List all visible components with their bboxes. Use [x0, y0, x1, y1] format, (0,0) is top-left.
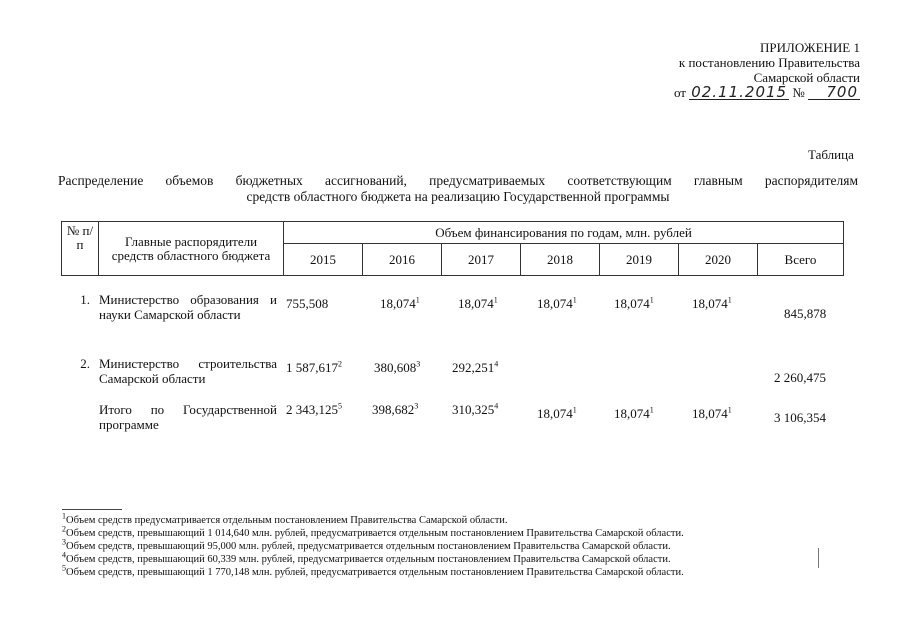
col-name-label: Главные распорядители средств областного бюджета — [111, 233, 271, 263]
appendix-line3: Самарской области — [753, 70, 860, 85]
col-year-2019: 2019 — [600, 244, 679, 276]
date-number-line — [674, 85, 860, 100]
value-2017: 310,325$^4$ — [452, 401, 499, 417]
col-year-2018: 2018 — [521, 244, 600, 276]
row-number: 2. — [80, 356, 90, 371]
col-num-label: № п/п — [66, 223, 94, 252]
footnote: $^5$Объем средств, превышающий 1 770,148 млн. рублей, предусматривается отдельным постановлением Правительства Самарской области. — [62, 563, 684, 578]
value-2017: 18,074$^1$ — [458, 295, 498, 311]
table-header — [61, 221, 844, 276]
number-label: № — [792, 85, 805, 100]
footnote: $^3$Объем средств, превышающий 95,000 млн. рублей, предусматривается отдельным постановлением Правительства Самарской области. — [62, 537, 671, 552]
row-name: Министерство строительства Самарской области — [99, 356, 277, 386]
value-2019: 18,074$^1$ — [614, 295, 654, 311]
handwritten-date: 02.11.2015 — [691, 83, 788, 101]
col-total: Всего — [758, 244, 844, 276]
footnote: $^1$Объем средств предусматривается отдельным постановлением Правительства Самарской области. — [62, 511, 508, 526]
value-2020: 18,074$^1$ — [692, 405, 732, 421]
footnote: $^2$Объем средств, превышающий 1 014,640 млн. рублей, предусматривается отдельным постановлением Правительства Самарской области. — [62, 524, 684, 539]
value-2016: 18,074$^1$ — [380, 295, 420, 311]
row-number: 1. — [80, 292, 90, 307]
col-year-2020: 2020 — [679, 244, 758, 276]
value-total: 2 260,475 — [774, 370, 826, 385]
col-year-2016: 2016 — [363, 244, 442, 276]
col-name-header — [99, 222, 284, 276]
value-2017: 292,251$^4$ — [452, 359, 499, 375]
appendix-line2: к постановлению Правительства — [678, 55, 860, 70]
value-2018: 18,074$^1$ — [537, 405, 577, 421]
col-year-2017: 2017 — [442, 244, 521, 276]
appendix-title: ПРИЛОЖЕНИЕ 1 — [760, 40, 860, 55]
value-2019: 18,074$^1$ — [614, 405, 654, 421]
row-name: Министерство образования и науки Самарской области — [99, 292, 277, 322]
title-line-1: Распределение объемов бюджетных ассигнований, предусматриваемых соответствующим главным распорядителям — [58, 173, 858, 188]
appendix-header — [600, 40, 860, 100]
footnote-divider — [62, 509, 122, 510]
value-2016: 380,608$^3$ — [374, 359, 421, 375]
value-2016: 398,682$^3$ — [372, 401, 419, 417]
row-name: Итого по Государственной программе — [99, 402, 277, 432]
value-2018: 18,074$^1$ — [537, 295, 577, 311]
from-label: от — [673, 85, 686, 100]
table-label: Таблица — [808, 147, 854, 162]
document-title — [58, 173, 858, 205]
value-2015: 755,508 — [286, 296, 329, 311]
value-2015: 1 587,617$^2$ — [286, 359, 342, 375]
handwritten-number: 700 — [808, 85, 860, 100]
value-total: 845,878 — [784, 306, 827, 321]
col-num-header — [62, 222, 99, 276]
footnote: $^4$Объем средств, превышающий 60,339 млн. рублей, предусматривается отдельным постановлением Правительства Самарской области. — [62, 550, 671, 565]
footnotes — [62, 511, 684, 579]
title-line-2: средств областного бюджета на реализацию Государственной программы — [246, 189, 670, 204]
scan-mark — [818, 548, 819, 568]
col-year-2015: 2015 — [284, 244, 363, 276]
value-2015: 2 343,125$^5$ — [286, 401, 342, 417]
value-2020: 18,074$^1$ — [692, 295, 732, 311]
col-funding-header: Объем финансирования по годам, млн. рублей — [284, 222, 844, 244]
value-total: 3 106,354 — [774, 410, 826, 425]
